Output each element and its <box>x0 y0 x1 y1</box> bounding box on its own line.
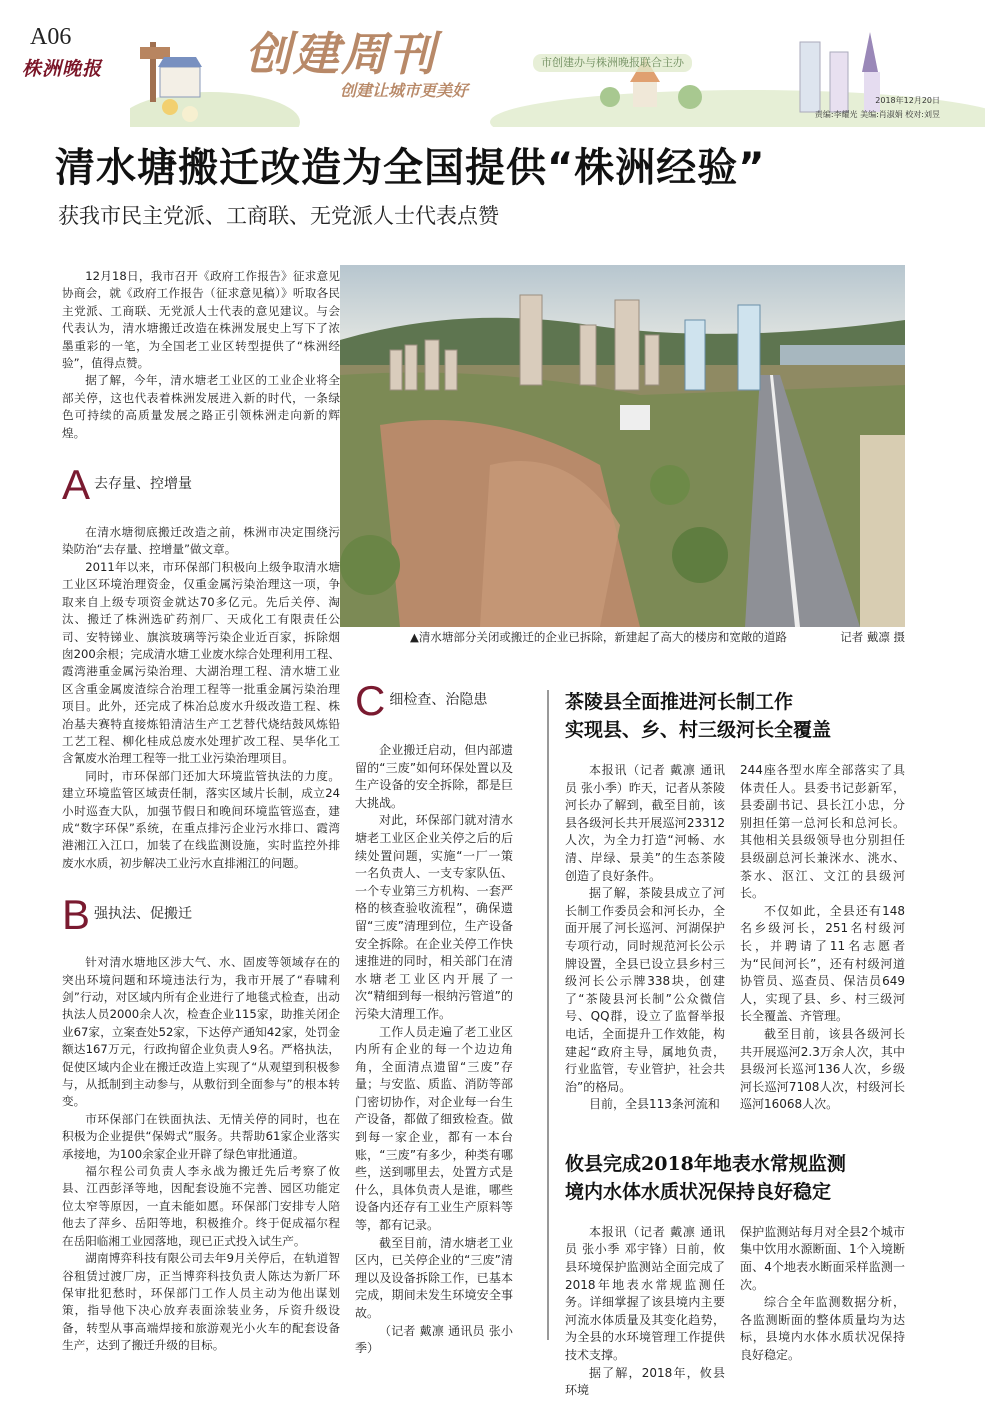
body-paragraph: 福尔程公司负责人李永战为搬迁先后考察了攸县、江西彭泽等地，因配套设施不完善、园区功能定位太窄等原因，一直未能如愿。环保部门安排专人陪他去了萍乡、岳阳等地，积极推介。终于促成福尔程在岳阳临湘工业园落地，现已正式投入试生产。 <box>62 1164 340 1248</box>
body-paragraph: 保护监测站每月对全县2个城市集中饮用水源断面、1个入境断面、4个地表水断面采样监测一次。 <box>740 1224 905 1292</box>
body-paragraph: 目前，全县113条河流和 <box>589 1097 720 1112</box>
newspaper-logo: 株洲晚报 <box>22 58 103 80</box>
section-title: 创建周刊 <box>245 27 437 81</box>
body-paragraph: 截至目前，清水塘老工业区内，已关停企业的“三废”清理以及设备拆除工作，已基本完成，期间未发生环境安全事故。 <box>355 1235 513 1320</box>
body-paragraph: 对此，环保部门就对清水塘老工业区企业关停之后的后续处置问题，实施“一厂一策一名负责人、一支专家队伍、一个专业第三方机构、一套严格的核查验收流程”，确保遗留“三废”清理到位，生产设备安全拆除。在企业关停工作快速推进的同时，相关部门在清水塘老工业区内开展了一次“精细到每一根纳污管道”的污染大清理工作。 <box>355 813 513 1021</box>
body-paragraph: 同时，市环保部门还加大环境监管执法的力度。建立环境监管区域责任制，落实区域片长制，成立24小时巡查大队，加强节假日和晚间环境监管巡查，建成“数字环保”系统，在重点排污企业污水排口、霞湾港湘江入江口，加装了在线监测设施，实时监控外排废水水质，初步解决工业污水直排湘江的问题。 <box>62 768 340 870</box>
article2-title <box>565 688 905 744</box>
byline: （记者 戴凛 通讯员 张小季） <box>355 1323 513 1356</box>
intro-paragraph: 12月18日，我市召开《政府工作报告》征求意见协商会，就《政府工作报告（征求意见稿）》听取各民主党派、工商联、无党派人士代表的意见建议。与会代表认为，清水塘搬迁改造在株洲发展史上写下了浓墨重彩的一笔，为全国老工业区转型提供了“株洲经验”，值得点赞。 <box>62 269 340 371</box>
photo-caption <box>410 630 905 645</box>
intro-paragraph: 据了解，今年，清水塘老工业区的工业企业将全部关停，这也代表着株洲发展进入新的时代，一条绿色可持续的高质量发展之路正引领株洲走向新的辉煌。 <box>62 373 340 440</box>
section-letter: A <box>62 461 91 509</box>
section-b-heading <box>62 891 340 939</box>
issue-date: 2018年12月20日 <box>875 96 940 105</box>
section-heading-text: 细检查、治隐患 <box>389 692 488 709</box>
body-paragraph: 工作人员走遍了老工业区内所有企业的每一个边边角角，全面清点遗留“三废”存量；与安监、质监、消防等部门密切协作，对企业每一台生产设备，都做了细致检查。做到每一家企业，都有一本台账，“三废”有多少，种类有哪些，送到哪里去，处置方式是什么，具体负责人是谁，哪些设备内还存有工业生产原料等等，都有记录。 <box>355 1024 513 1233</box>
editors-line: 责编:李耀光 美编:肖淑娟 校对:刘昱 <box>814 110 940 119</box>
page-number: A06 <box>30 24 72 50</box>
article2-body <box>565 762 905 1114</box>
body-paragraph: 2011年以来，市环保部门积极向上级争取清水塘工业区环境治理资金，仅重金属污染治理这一项，争取来自上级专项资金就达70多亿元。先后关停、淘汰、搬迁了株洲选矿药剂厂、天成化工有限责任公司、安特锑业、旗滨玻璃等污染企业近百家，拆除烟囱200余根；完成清水塘工业废水综合处理利用工程、霞湾港重金属污染治理、大湖治理工程、清水塘工业区含重金属废渣综合治理工程等一批重金属污染治理项目。此外，还完成了株冶总废水升级改造工程、株冶基夫赛特直接炼铅清洁生产工艺替代烧结鼓风炼铅工艺工程、柳化桂成总废水处理扩改工程、昊华化工含氰废水治理工程等一批工业污染治理项目。 <box>62 559 340 766</box>
section-heading-text: 去存量、控增量 <box>94 476 193 493</box>
body-paragraph: 不仅如此，全县还有148名乡级河长，251名村级河长，并聘请了11名志愿者为“民间河长”，还有村级河道协管员、巡查员、保洁员649人，实现了县、乡、村三级河长全覆盖、齐管理。 <box>740 903 905 1024</box>
article2-col1 <box>565 762 725 1114</box>
section-letter: B <box>62 891 91 939</box>
article3-col2 <box>740 1224 905 1400</box>
body-paragraph: 在清水塘彻底搬迁改造之前，株洲市决定围绕污染防治“去存量、控增量”做文章。 <box>62 525 340 557</box>
body-paragraph: 市环保部门在铁面执法、无情关停的同时，也在积极为企业提供“保姆式”服务。共帮助61家企业落实承接地，为100余家企业开辟了绿色审批通道。 <box>62 1111 340 1161</box>
body-paragraph: 据了解，茶陵县成立了河长制工作委员会和河长办，全面开展了河长巡河、河湖保护专项行动，同时规范河长公示牌设置，全县已设立县乡村三级河长公示牌338块，创建了“茶陵县河长制”公众微信号、QQ群，设立了监督举报电话，全面提升工作效能，构建起“政府主导，属地负责，行业监管，专业管护，社会共治”的格局。 <box>565 886 725 1094</box>
article3-col1 <box>565 1224 725 1400</box>
headline: 清水塘搬迁改造为全国提供“株洲经验” <box>55 145 766 191</box>
title-line: 实现县、乡、村三级河长全覆盖 <box>565 719 832 741</box>
left-column <box>62 268 340 1355</box>
column-divider <box>547 690 549 1340</box>
section-heading-text: 强执法、促搬迁 <box>94 906 193 923</box>
aerial-photo <box>340 265 905 627</box>
section-a-heading <box>62 461 340 509</box>
body-paragraph: 本报讯（记者 戴凛 通讯员 张小季 邓宇锋）日前，攸县环境保护监测站全面完成了2018年地表水常规监测任务。详细掌握了该县境内主要河流水体质量及其变化趋势，为全县的水环境管理工作提供技术支撑。 <box>565 1224 725 1363</box>
section-slogan: 创建让城市更美好 <box>340 81 469 100</box>
body-paragraph: 本报讯（记者 戴凛 通讯员 张小季）昨天，记者从茶陵河长办了解到，截至目前，该县各级河长共开展巡河23312人次，为全力打造“河畅、水清、岸绿、景美”的生态茶陵创造了良好条件。 <box>565 763 725 883</box>
title-line: 茶陵县全面推进河长制工作 <box>565 691 794 713</box>
body-paragraph: 综合全年监测数据分析，各监测断面的整体质量均为达标，县境内水体水质状况保持良好稳定。 <box>740 1295 905 1363</box>
article3-title <box>565 1150 905 1206</box>
caption-text: ▲清水塘部分关闭或搬迁的企业已拆除，新建起了高大的楼房和宽敞的道路 <box>410 630 787 644</box>
article2-col2 <box>740 762 905 1114</box>
body-paragraph: 湖南博弈科技有限公司去年9月关停后，在轨道智谷租赁过渡厂房，正当博弈科技负责人陈达为新厂环保审批犯愁时，环保部门工作人员主动为他出谋划策，指导他下决心放弃表面涂装业务，斥资升级设备，转型从事高端焊接和旅游观光小火车的配套设备生产，达到了搬迁升级的目标。 <box>62 1251 340 1353</box>
title-line: 攸县完成2018年地表水常规监测 <box>565 1152 846 1175</box>
title-line: 境内水体水质状况保持良好稳定 <box>565 1180 832 1203</box>
body-paragraph: 244座各型水库全部落实了具体责任人。县委书记彭新军，县委副书记、县长江小忠，分别担任第一总河长和总河长。其他相关县级领导也分别担任县级副总河长兼洣水、洮水、茶水、沤江、文江的县级河长。 <box>740 763 905 901</box>
body-paragraph: 据了解，2018年，攸县环境 <box>565 1365 725 1398</box>
article3-body <box>565 1224 905 1400</box>
section-c-column <box>355 677 513 1358</box>
section-c-heading <box>355 677 513 724</box>
body-paragraph: 针对清水塘地区涉大气、水、固废等领域存在的突出环境问题和环境违法行为，我市开展了“春啸利剑”行动，对区域内所有企业进行了地毯式检查，出动执法人员2000余人次，检查企业115家，助推关闭企业67家，立案查处52家，下达停产通知42家，处罚金额达167万元，行政拘留企业负责人9名。严格执法，促使区域内企业在搬迁改造上实现了“从观望到积极参与，从抵制到主动参与，从敷衍到全面参与”的根本转变。 <box>62 955 340 1109</box>
body-paragraph: 截至目前，该县各级河长共开展巡河2.3万余人次，其中县级河长巡河136人次，乡级河长巡河7108人次，村级河长巡河16068人次。 <box>740 1026 905 1112</box>
body-paragraph: 企业搬迁启动，但内部遗留的“三废”如何环保处置以及生产设备的安全拆除，都是巨大挑战。 <box>355 743 513 810</box>
subheadline: 获我市民主党派、工商联、无党派人士代表点赞 <box>58 204 499 228</box>
photo-credit: 记者 戴凛 摄 <box>840 630 905 644</box>
right-articles <box>565 688 905 1400</box>
organizer-label: 市创建办与株洲晚报联合主办 <box>533 54 692 72</box>
section-letter: C <box>355 677 386 724</box>
